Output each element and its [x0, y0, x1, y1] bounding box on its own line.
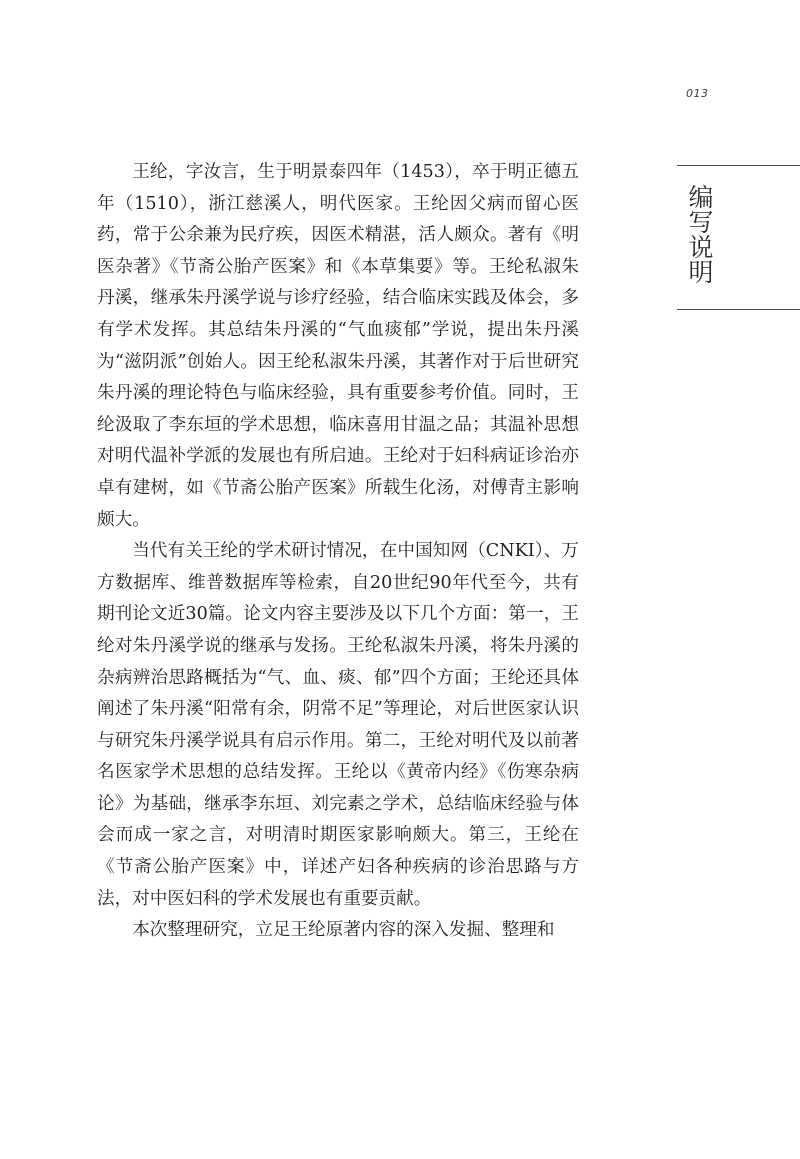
paragraph-3: 本次整理研究，立足王纶原著内容的深入发掘、整理和 [132, 920, 555, 941]
section-tab [677, 165, 800, 310]
paragraph-2: 当代有关王纶的学术研讨情况，在中国知网（CNKI）、万方数据库、维普数据库等检索，自20世纪90年代至今，共有期刊论文近30篇。论文内容主要涉及以下几个方面：第一，王纶对朱丹溪学说的继承与发扬。王纶私淑朱丹溪，将朱丹溪的杂病辨治思路概括为“气、血、痰、郁”四个方面；王纶还具体阐述了朱丹溪“阳常有余，阴常不足”等理论，对后世医家认识与研究朱丹溪学说具有启示作用。第二，王纶对明代及以前著名医家学术思想的总结发挥。王纶以《黄帝内经》《伤寒杂病论》为基础，继承李东垣、刘完素之学术，总结临床经验与体会而成一家之言，对明清时期医家影响颇大。第三，王纶在《节斋公胎产医案》中，详述产妇各种疾病的诊治思路与方法，对中医妇科的学术发展也有重要贡献。 [97, 541, 579, 909]
body-text [97, 157, 579, 947]
page-number: 013 [686, 87, 709, 100]
section-title: 编写说明 [685, 184, 714, 284]
paragraph-1: 王纶，字汝言，生于明景泰四年（1453），卒于明正德五年（1510），浙江慈溪人，明代医家。王纶因父病而留心医药，常于公余兼为民疗疾，因医术精湛，活人颇众。著有《明医杂著》《节斋公胎产医案》和《本草集要》等。王纶私淑朱丹溪，继承朱丹溪学说与诊疗经验，结合临床实践及体会，多有学术发挥。其总结朱丹溪的“气血痰郁”学说，提出朱丹溪为“滋阴派”创始人。因王纶私淑朱丹溪，其著作对于后世研究朱丹溪的理论特色与临床经验，具有重要参考价值。同时，王纶汲取了李东垣的学术思想，临床喜用甘温之品；其温补思想对明代温补学派的发展也有所启迪。王纶对于妇科病证诊治亦卓有建树，如《节斋公胎产医案》所载生化汤，对傅青主影响颇大。 [97, 162, 579, 530]
